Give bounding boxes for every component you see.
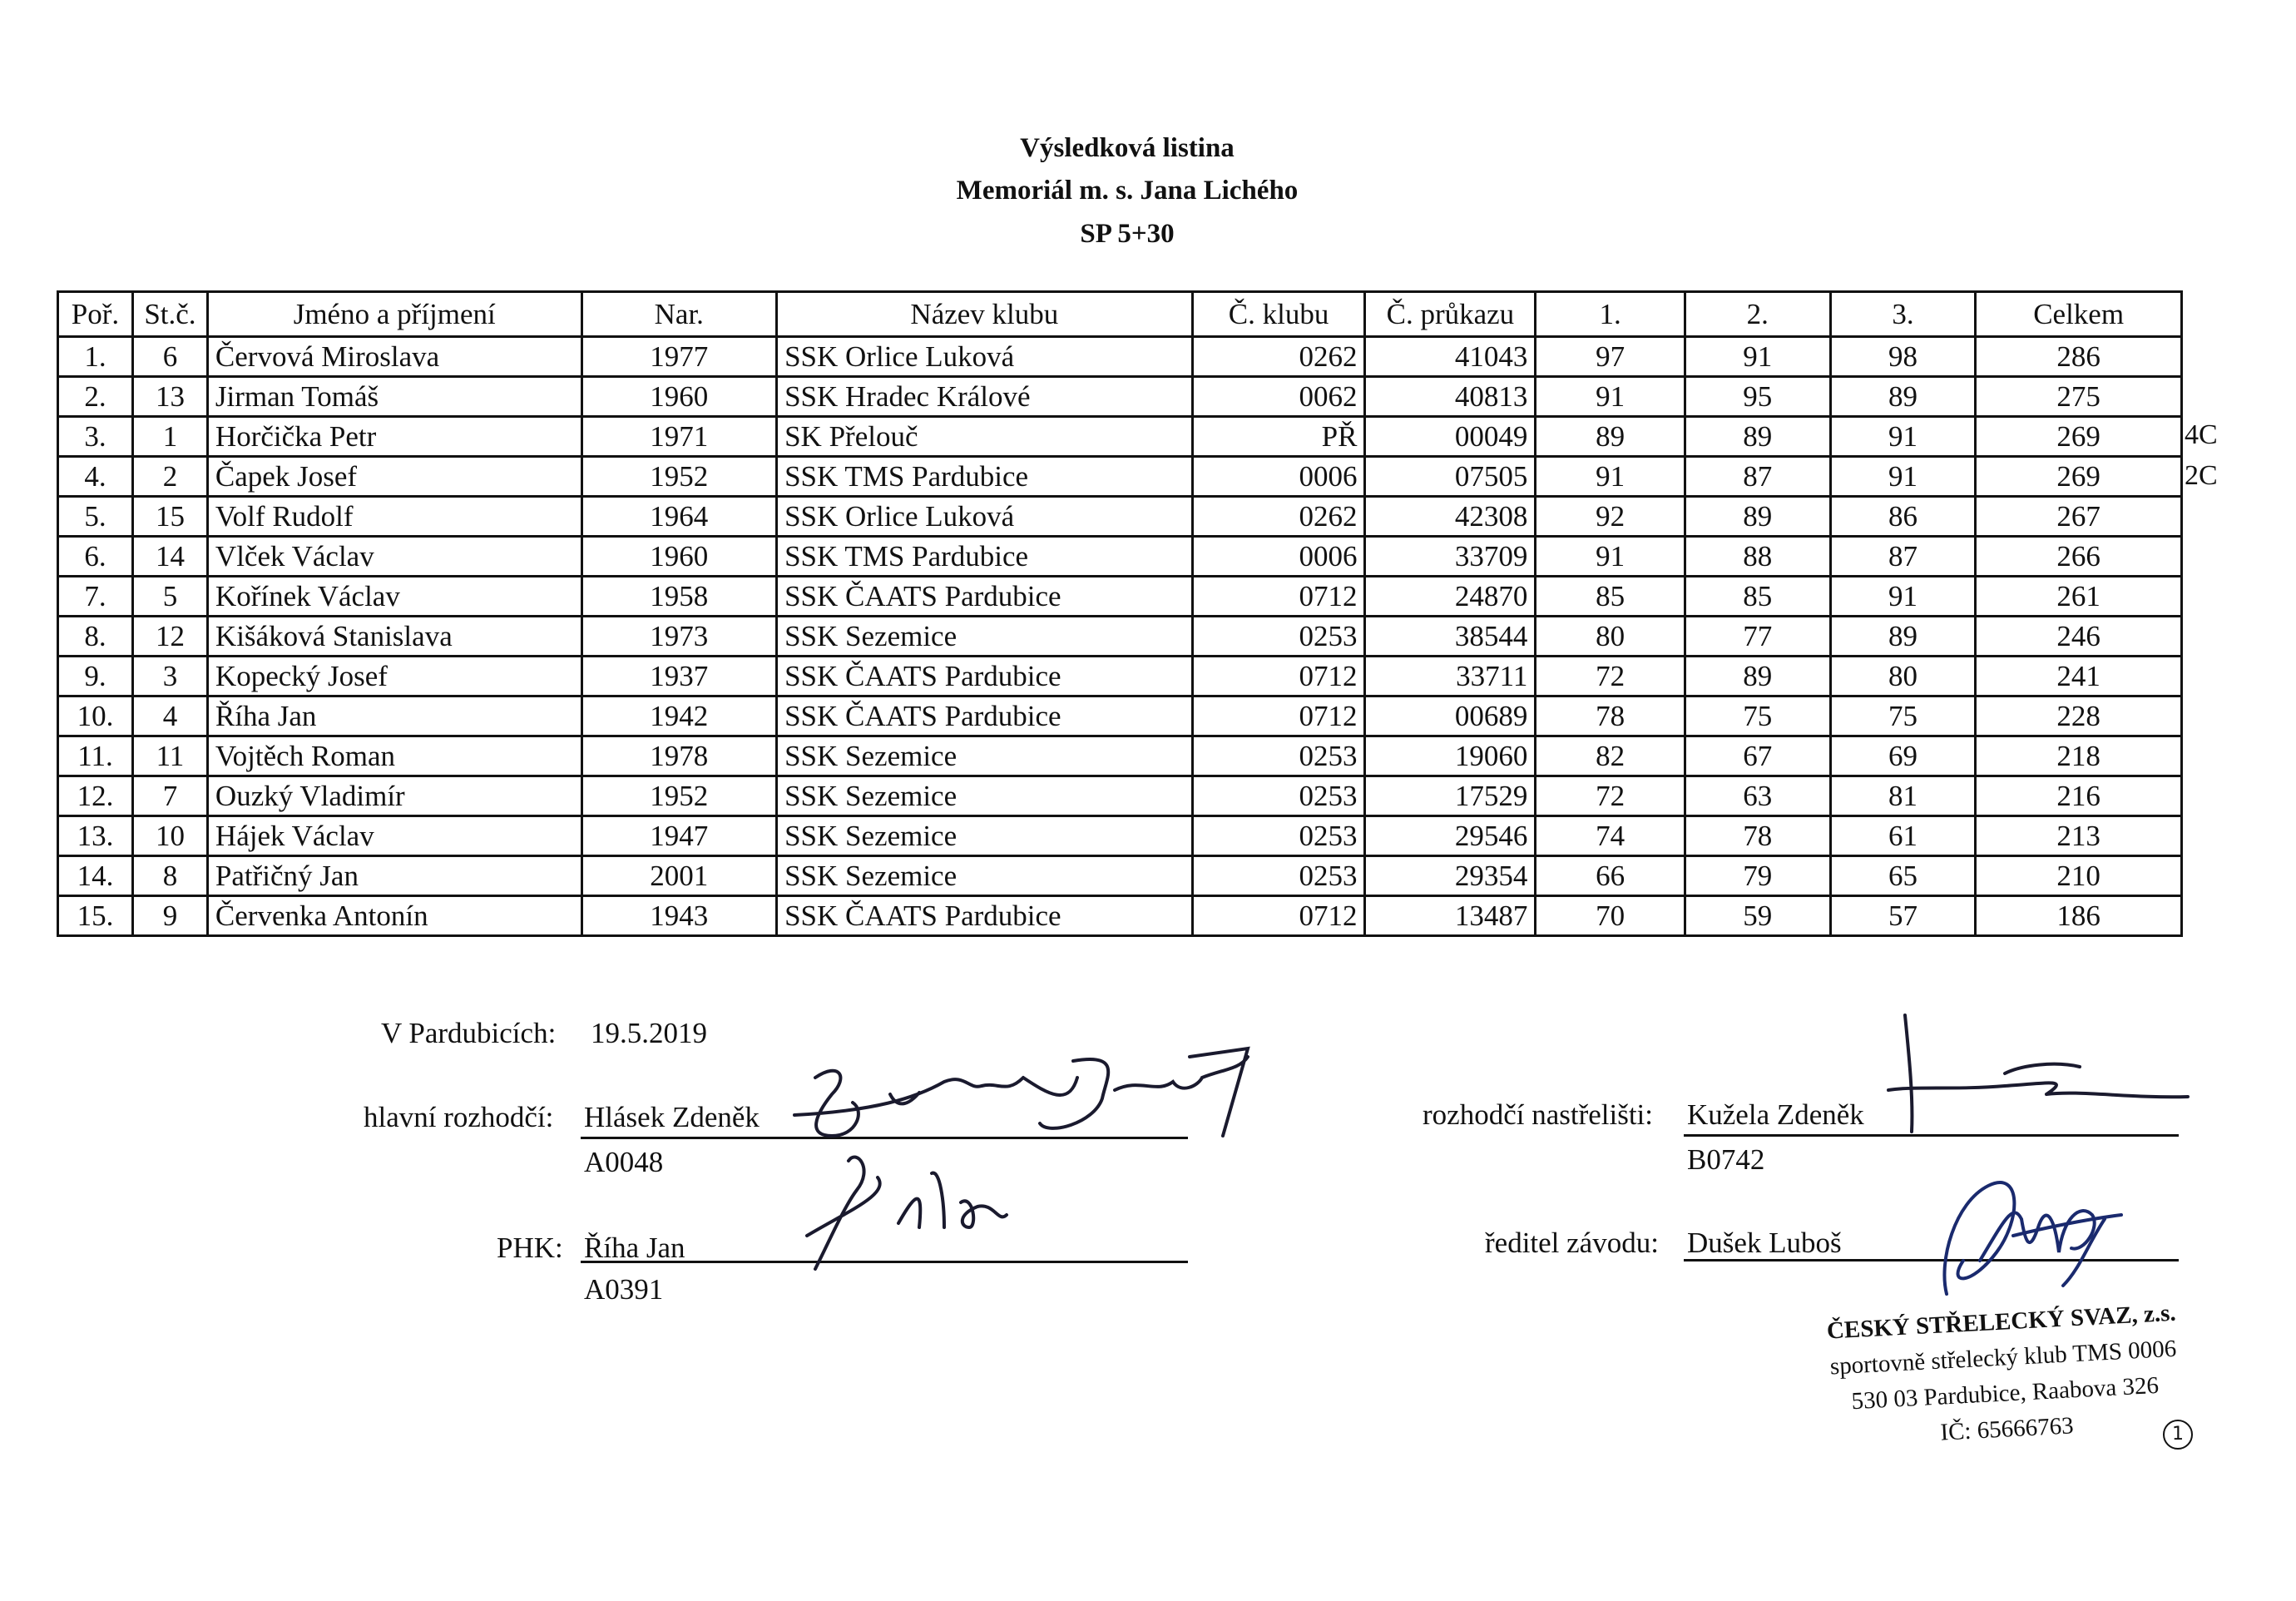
director-signature [1913, 1169, 2130, 1302]
results-body [58, 337, 2182, 936]
cell-total: 267 [1976, 497, 2182, 537]
cell-total: 269 [1976, 417, 2182, 457]
cell-club: SSK Sezemice [777, 856, 1193, 896]
cell-series-2: 59 [1685, 896, 1830, 936]
cell-name: Vlček Václav [207, 537, 581, 577]
cell-club: SSK ČAATS Pardubice [777, 696, 1193, 736]
table-row [58, 816, 2182, 856]
cell-start-number: 2 [132, 457, 207, 497]
cell-club-number: PŘ [1192, 417, 1365, 457]
cell-rank: 1. [58, 337, 133, 377]
cell-rank: 14. [58, 856, 133, 896]
table-row [58, 896, 2182, 936]
cell-club: SSK Orlice Luková [777, 337, 1193, 377]
cell-club: SSK ČAATS Pardubice [777, 896, 1193, 936]
cell-name: Červová Miroslava [207, 337, 581, 377]
cell-club: SSK ČAATS Pardubice [777, 577, 1193, 617]
cell-name: Vojtěch Roman [207, 736, 581, 776]
cell-total: 241 [1976, 657, 2182, 696]
table-row [58, 417, 2182, 457]
cell-series-2: 79 [1685, 856, 1830, 896]
cell-series-3: 86 [1830, 497, 1976, 537]
cell-series-3: 91 [1830, 417, 1976, 457]
cell-total: 186 [1976, 896, 2182, 936]
cell-name: Hájek Václav [207, 816, 581, 856]
table-row [58, 577, 2182, 617]
table-row [58, 776, 2182, 816]
phk-name: Říha Jan [584, 1232, 685, 1264]
cell-licence: 24870 [1365, 577, 1536, 617]
cell-club: SSK Orlice Luková [777, 497, 1193, 537]
table-row [58, 377, 2182, 417]
cell-series-3: 61 [1830, 816, 1976, 856]
cell-rank: 15. [58, 896, 133, 936]
cell-birth-year: 1952 [581, 457, 777, 497]
cell-series-2: 63 [1685, 776, 1830, 816]
cell-rank: 3. [58, 417, 133, 457]
discipline-name: SP 5+30 [1080, 219, 1175, 249]
cell-series-1: 82 [1536, 736, 1685, 776]
table-row [58, 657, 2182, 696]
cell-start-number: 4 [132, 696, 207, 736]
cell-club: SSK ČAATS Pardubice [777, 657, 1193, 696]
col-header-series-2: 2. [1685, 292, 1830, 337]
cell-series-2: 67 [1685, 736, 1830, 776]
cell-name: Jirman Tomáš [207, 377, 581, 417]
cell-name: Volf Rudolf [207, 497, 581, 537]
cell-rank: 12. [58, 776, 133, 816]
col-header-club-number: Č. klubu [1192, 292, 1365, 337]
cell-series-3: 91 [1830, 577, 1976, 617]
cell-name: Kopecký Josef [207, 657, 581, 696]
date-value: 19.5.2019 [591, 1017, 707, 1049]
cell-series-3: 57 [1830, 896, 1976, 936]
cell-series-1: 89 [1536, 417, 1685, 457]
cell-licence: 07505 [1365, 457, 1536, 497]
cell-name: Čapek Josef [207, 457, 581, 497]
cell-series-2: 89 [1685, 497, 1830, 537]
cell-birth-year: 1947 [581, 816, 777, 856]
cell-start-number: 5 [132, 577, 207, 617]
cell-series-1: 72 [1536, 776, 1685, 816]
cell-birth-year: 1942 [581, 696, 777, 736]
table-header-row [58, 292, 2182, 337]
col-header-series-1: 1. [1536, 292, 1685, 337]
cell-series-1: 92 [1536, 497, 1685, 537]
cell-birth-year: 1978 [581, 736, 777, 776]
col-header-rank: Poř. [58, 292, 133, 337]
cell-rank: 10. [58, 696, 133, 736]
cell-club: SSK Sezemice [777, 816, 1193, 856]
cell-name: Červenka Antonín [207, 896, 581, 936]
cell-series-1: 85 [1536, 577, 1685, 617]
cell-birth-year: 2001 [581, 856, 777, 896]
cell-birth-year: 1943 [581, 896, 777, 936]
cell-licence: 38544 [1365, 617, 1536, 657]
cell-rank: 13. [58, 816, 133, 856]
cell-total: 286 [1976, 337, 2182, 377]
cell-name: Horčička Petr [207, 417, 581, 457]
cell-birth-year: 1952 [581, 776, 777, 816]
cell-licence: 00049 [1365, 417, 1536, 457]
cell-club-number: 0062 [1192, 377, 1365, 417]
cell-series-1: 78 [1536, 696, 1685, 736]
cell-club: SSK TMS Pardubice [777, 457, 1193, 497]
cell-series-3: 87 [1830, 537, 1976, 577]
cell-rank: 5. [58, 497, 133, 537]
stamp-line-2: sportovně střelecký klub TMS 0006 [1829, 1335, 2177, 1380]
cell-rank: 2. [58, 377, 133, 417]
cell-name: Kišáková Stanislava [207, 617, 581, 657]
table-row [58, 337, 2182, 377]
cell-start-number: 6 [132, 337, 207, 377]
cell-total: 275 [1976, 377, 2182, 417]
competition-name: Memoriál m. s. Jana Lichého [956, 176, 1299, 206]
cell-club-number: 0712 [1192, 577, 1365, 617]
col-header-series-3: 3. [1830, 292, 1976, 337]
cell-club: SSK Sezemice [777, 736, 1193, 776]
cell-club: SSK Sezemice [777, 776, 1193, 816]
tiebreak-note-row-4: 2C [2185, 460, 2218, 491]
cell-licence: 33709 [1365, 537, 1536, 577]
cell-series-2: 78 [1685, 816, 1830, 856]
table-row [58, 457, 2182, 497]
cell-licence: 29354 [1365, 856, 1536, 896]
cell-rank: 6. [58, 537, 133, 577]
col-header-licence: Č. průkazu [1365, 292, 1536, 337]
cell-club-number: 0253 [1192, 816, 1365, 856]
cell-series-2: 77 [1685, 617, 1830, 657]
cell-series-1: 80 [1536, 617, 1685, 657]
cell-club: SK Přelouč [777, 417, 1193, 457]
cell-series-3: 91 [1830, 457, 1976, 497]
stamp-line-3: 530 03 Pardubice, Raabova 326 [1850, 1371, 2160, 1415]
cell-birth-year: 1960 [581, 377, 777, 417]
cell-start-number: 8 [132, 856, 207, 896]
col-header-club: Název klubu [777, 292, 1193, 337]
cell-series-1: 91 [1536, 457, 1685, 497]
cell-club-number: 0253 [1192, 736, 1365, 776]
cell-series-3: 69 [1830, 736, 1976, 776]
cell-series-3: 89 [1830, 617, 1976, 657]
tiebreak-note-row-3: 4C [2185, 419, 2218, 450]
cell-name: Patřičný Jan [207, 856, 581, 896]
cell-total: 228 [1976, 696, 2182, 736]
cell-series-1: 97 [1536, 337, 1685, 377]
cell-series-3: 65 [1830, 856, 1976, 896]
table-row [58, 736, 2182, 776]
cell-club-number: 0712 [1192, 896, 1365, 936]
cell-series-1: 74 [1536, 816, 1685, 856]
cell-total: 213 [1976, 816, 2182, 856]
range-referee-label: rozhodčí nastřelišti: [1423, 1098, 1654, 1131]
cell-series-3: 89 [1830, 377, 1976, 417]
cell-name: Ouzký Vladimír [207, 776, 581, 816]
cell-birth-year: 1937 [581, 657, 777, 696]
cell-club-number: 0006 [1192, 457, 1365, 497]
cell-club-number: 0262 [1192, 337, 1365, 377]
cell-start-number: 1 [132, 417, 207, 457]
cell-start-number: 12 [132, 617, 207, 657]
cell-rank: 8. [58, 617, 133, 657]
table-row [58, 856, 2182, 896]
cell-series-2: 88 [1685, 537, 1830, 577]
table-row [58, 497, 2182, 537]
cell-club: SSK TMS Pardubice [777, 537, 1193, 577]
cell-series-2: 91 [1685, 337, 1830, 377]
cell-start-number: 13 [132, 377, 207, 417]
cell-birth-year: 1958 [581, 577, 777, 617]
chief-referee-code: A0048 [584, 1146, 664, 1178]
range-referee-name: Kužela Zdeněk [1687, 1098, 1864, 1131]
phk-label: PHK: [497, 1232, 563, 1264]
place-label: V Pardubicích: [381, 1017, 557, 1049]
cell-club-number: 0253 [1192, 856, 1365, 896]
cell-start-number: 9 [132, 896, 207, 936]
cell-licence: 13487 [1365, 896, 1536, 936]
cell-series-2: 89 [1685, 657, 1830, 696]
cell-name: Kořínek Václav [207, 577, 581, 617]
range-referee-code: B0742 [1687, 1143, 1765, 1176]
cell-club-number: 0253 [1192, 617, 1365, 657]
cell-start-number: 7 [132, 776, 207, 816]
cell-total: 216 [1976, 776, 2182, 816]
cell-series-1: 70 [1536, 896, 1685, 936]
cell-start-number: 15 [132, 497, 207, 537]
stamp-line-4: IČ: 65666763 [1939, 1412, 2075, 1446]
cell-total: 246 [1976, 617, 2182, 657]
range-referee-signature [1880, 1007, 2196, 1148]
cell-series-3: 98 [1830, 337, 1976, 377]
cell-series-3: 80 [1830, 657, 1976, 696]
cell-series-1: 72 [1536, 657, 1685, 696]
stamp-line-1: ČESKÝ STŘELECKÝ SVAZ, z.s. [1826, 1299, 2177, 1345]
cell-birth-year: 1960 [581, 537, 777, 577]
cell-total: 210 [1976, 856, 2182, 896]
cell-series-2: 75 [1685, 696, 1830, 736]
director-name: Dušek Luboš [1687, 1227, 1842, 1259]
cell-series-3: 81 [1830, 776, 1976, 816]
cell-series-2: 89 [1685, 417, 1830, 457]
phk-code: A0391 [584, 1273, 664, 1306]
cell-total: 266 [1976, 537, 2182, 577]
table-row [58, 537, 2182, 577]
cell-series-1: 91 [1536, 377, 1685, 417]
cell-series-2: 87 [1685, 457, 1830, 497]
col-header-total: Celkem [1976, 292, 2182, 337]
cell-rank: 9. [58, 657, 133, 696]
cell-series-2: 85 [1685, 577, 1830, 617]
phk-signature [799, 1144, 1015, 1277]
cell-start-number: 14 [132, 537, 207, 577]
table-row [58, 696, 2182, 736]
cell-series-1: 66 [1536, 856, 1685, 896]
club-stamp [1805, 1294, 2204, 1480]
cell-rank: 11. [58, 736, 133, 776]
cell-club: SSK Hradec Králové [777, 377, 1193, 417]
cell-birth-year: 1977 [581, 337, 777, 377]
cell-rank: 4. [58, 457, 133, 497]
cell-series-1: 91 [1536, 537, 1685, 577]
cell-start-number: 10 [132, 816, 207, 856]
cell-licence: 42308 [1365, 497, 1536, 537]
cell-club-number: 0712 [1192, 696, 1365, 736]
cell-rank: 7. [58, 577, 133, 617]
director-label: ředitel závodu: [1485, 1227, 1659, 1259]
cell-total: 261 [1976, 577, 2182, 617]
cell-club-number: 0006 [1192, 537, 1365, 577]
col-header-birth-year: Nar. [581, 292, 777, 337]
cell-start-number: 11 [132, 736, 207, 776]
cell-start-number: 3 [132, 657, 207, 696]
stamp-number-mark: 1 [2163, 1420, 2193, 1450]
cell-series-3: 75 [1830, 696, 1976, 736]
col-header-start-number: St.č. [132, 292, 207, 337]
cell-club-number: 0253 [1192, 776, 1365, 816]
table-row [58, 617, 2182, 657]
cell-club: SSK Sezemice [777, 617, 1193, 657]
cell-licence: 17529 [1365, 776, 1536, 816]
cell-birth-year: 1971 [581, 417, 777, 457]
results-table [57, 290, 2183, 937]
cell-licence: 19060 [1365, 736, 1536, 776]
cell-licence: 00689 [1365, 696, 1536, 736]
col-header-name: Jméno a příjmení [207, 292, 581, 337]
cell-club-number: 0712 [1192, 657, 1365, 696]
cell-name: Říha Jan [207, 696, 581, 736]
document-title: Výsledková listina [1020, 133, 1235, 163]
cell-birth-year: 1973 [581, 617, 777, 657]
cell-licence: 33711 [1365, 657, 1536, 696]
cell-licence: 41043 [1365, 337, 1536, 377]
cell-licence: 40813 [1365, 377, 1536, 417]
cell-club-number: 0262 [1192, 497, 1365, 537]
cell-total: 218 [1976, 736, 2182, 776]
cell-licence: 29546 [1365, 816, 1536, 856]
chief-referee-name: Hlásek Zdeněk [584, 1101, 760, 1133]
cell-total: 269 [1976, 457, 2182, 497]
chief-referee-label: hlavní rozhodčí: [364, 1101, 554, 1133]
cell-series-2: 95 [1685, 377, 1830, 417]
cell-birth-year: 1964 [581, 497, 777, 537]
